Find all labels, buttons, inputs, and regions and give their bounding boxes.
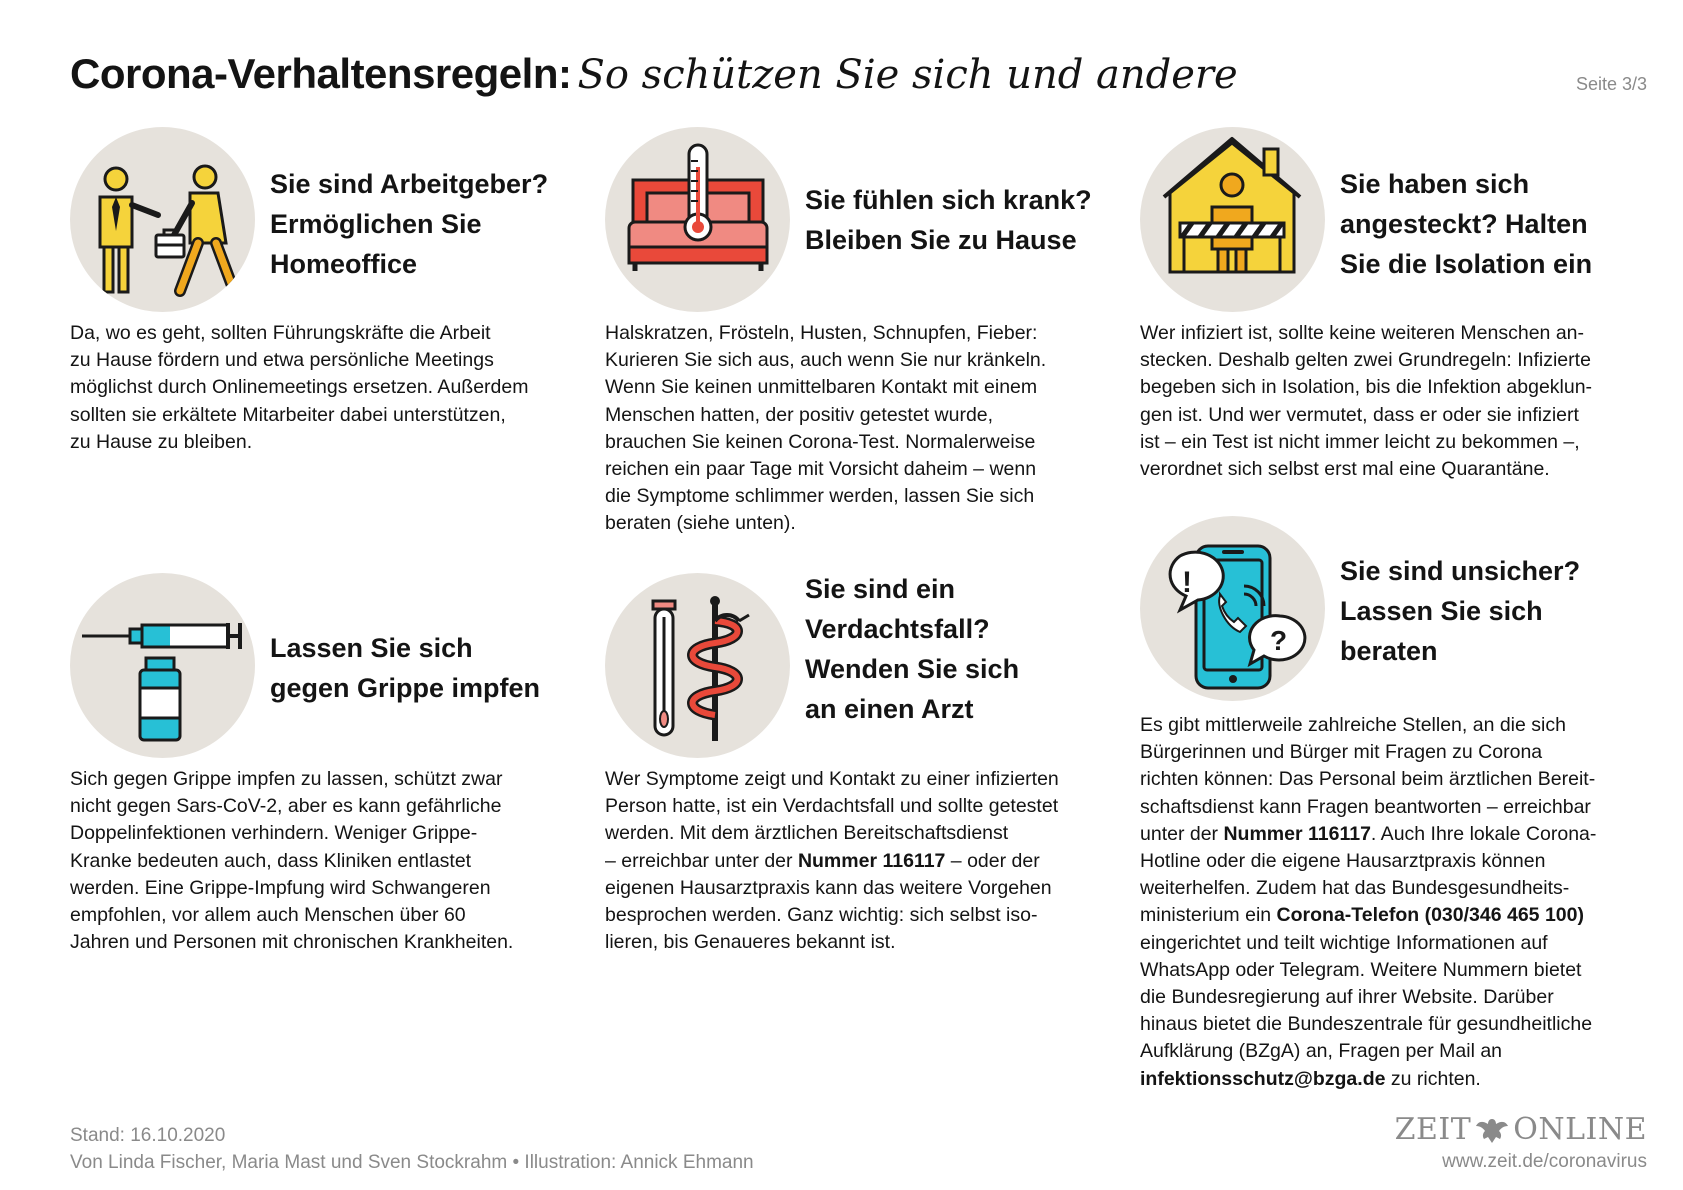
page-header xyxy=(70,50,1238,98)
employer-homeoffice-icon xyxy=(70,127,255,312)
card-body: Sich gegen Grippe impfen zu lassen, schützt zwar nicht gegen Sars-CoV-2, aber es kann gefährliche Doppelinfektionen verhindern. Weniger Grippe- Kranke bedeuten auch, dass Kliniken entlastet werden. Eine Grippe-Impfung wird Schwangeren empfohlen, vor allem auch Menschen über 60 Jahren und Personen mit chronischen Krankheiten. xyxy=(70,768,514,954)
card-heading: Sie haben sich angesteckt? Halten Sie die Isolation ein xyxy=(1340,169,1593,279)
footer-brand xyxy=(1395,1112,1647,1173)
bed-thermometer-icon xyxy=(605,127,790,312)
card-heading: Sie sind unsicher? Lassen Sie sich beraten xyxy=(1340,556,1581,666)
card-body: Da, wo es geht, sollten Führungskräfte die Arbeit zu Hause fördern und etwa persönliche Meetings möglichst durch Onlinemeetings ersetzen. Außerdem sollten sie erkältete Mitarbeiter dabei unterstützen, zu Hause zu bleiben. xyxy=(70,322,529,453)
svg-text:?: ? xyxy=(1270,625,1288,656)
card-heading: Sie sind Arbeitgeber? Ermöglichen Sie Homeoffice xyxy=(270,169,549,279)
card-body: Wer infiziert ist, sollte keine weiteren Menschen an- stecken. Deshalb gelten zwei Grundregeln: Infizierte begeben sich in Isolation, bis die Infektion abgeklun- gen ist. Und wer vermutet, dass er oder sie infiziert ist – ein Test ist nicht immer leicht zu bekommen –, verordnet sich selbst erst mal eine Quarantäne. xyxy=(1140,322,1593,481)
card-body: Wer Symptome zeigt und Kontakt zu einer infizierten Person hatte, ist ein Verdachtsfall und sollte getestet werden. Mit dem ärztlichen Bereitschaftsdienst – erreichbar unter der Nummer 116117 – oder der eigenen Hausarztpraxis kann das weitere Vorgehen besprochen werden. Ganz wichtig: sich selbst iso- lieren, bis Genaueres bekannt ist. xyxy=(605,768,1059,954)
page-title: Corona-Verhaltensregeln: xyxy=(70,50,572,97)
syringe-vial-icon xyxy=(70,573,255,758)
card-heading: Sie sind ein Verdachtsfall? Wenden Sie sich an einen Arzt xyxy=(805,574,1020,724)
house-isolation-icon xyxy=(1140,127,1325,312)
stand-date: Stand: 16.10.2020 xyxy=(70,1125,226,1146)
card-heading: Sie fühlen sich krank? Bleiben Sie zu Hause xyxy=(805,185,1092,255)
phone-help-icon xyxy=(1140,516,1325,701)
swab-asclepius-icon xyxy=(605,573,790,758)
card-body: Es gibt mittlerweile zahlreiche Stellen, an die sich Bürgerinnen und Bürger mit Fragen zu Corona richten können: Das Personal beim ärztlichen Bereit- schaftsdienst kann Fragen beantworten – erreichbar unter der Nummer 116117. Auch Ihre lokale Corona- Hotline oder die eigene Hausarztpraxis können weiterhelfen. Zudem hat das Bundesgesundheits- ministerium ein Corona-Telefon (030/346 465 100) eingerichtet und teilt wichtige Informationen auf WhatsApp oder Telegram. Weitere Nummern bietet die Bundesregierung auf ihrer Website. Darüber hinaus bietet die Bundeszentrale für gesundheitliche Aufklärung (BZgA) an, Fragen per Mail an infektionsschutz@bzga.de zu richten. xyxy=(1140,714,1597,1090)
footer-credits xyxy=(70,1122,754,1176)
card-heading: Lassen Sie sich gegen Grippe impfen xyxy=(270,633,541,703)
svg-text:!: ! xyxy=(1182,566,1192,599)
author-credits: Von Linda Fischer, Maria Mast und Sven Stockrahm • Illustration: Annick Ehmann xyxy=(70,1152,754,1173)
card-body: Halskratzen, Frösteln, Husten, Schnupfen, Fieber: Kurieren Sie sich aus, auch wenn Sie nur kränkeln. Wenn Sie keinen unmittelbaren Kontakt mit einem Menschen hatten, der positiv getestet wurde, brauchen Sie keinen Corona-Test. Normalerweise reichen ein paar Tage mit Vorsicht daheim – wenn die Symptome schlimmer werden, lassen Sie sich beraten (siehe unten). xyxy=(605,322,1047,535)
page-number: Seite 3/3 xyxy=(1575,74,1647,94)
page-subtitle: So schützen Sie sich und andere xyxy=(577,52,1238,98)
eagle-emblem-icon xyxy=(1475,1115,1509,1145)
zeit-online-logo: ZEIT ONLINE xyxy=(1394,1112,1647,1147)
site-url[interactable]: www.zeit.de/coronavirus xyxy=(1442,1151,1647,1172)
